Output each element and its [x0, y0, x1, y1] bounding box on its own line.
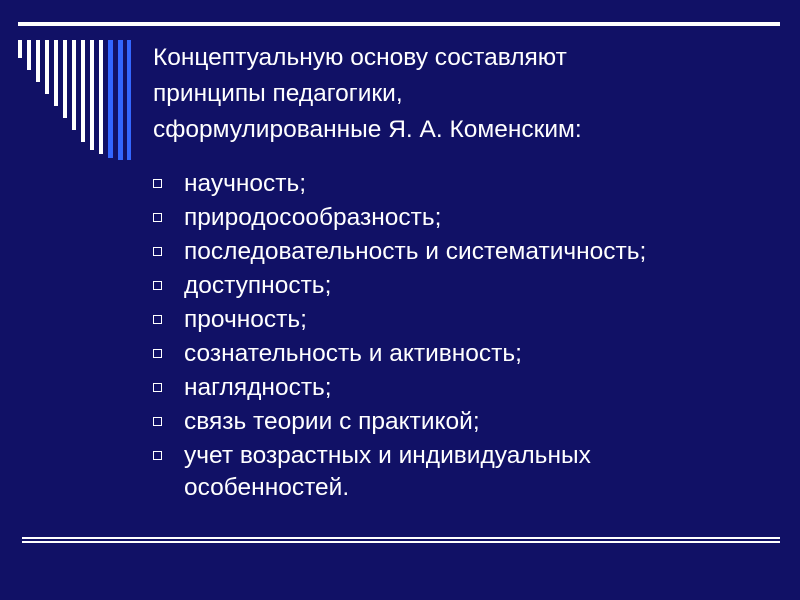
list-item-text: сознательность и активность; — [184, 340, 522, 367]
hollow-square-icon — [153, 451, 162, 460]
hollow-square-icon — [153, 247, 162, 256]
title-line: принципы педагогики, — [153, 80, 403, 107]
hollow-square-icon — [153, 179, 162, 188]
hollow-square-icon — [153, 213, 162, 222]
list-item — [150, 304, 760, 336]
list-item — [150, 270, 760, 302]
list-item-text: учет возрастных и индивидуальных особенностей. — [184, 442, 591, 501]
hollow-square-icon — [153, 383, 162, 392]
decorative-stripes — [0, 0, 140, 170]
list-item — [150, 372, 760, 404]
hollow-square-icon — [153, 417, 162, 426]
list-item — [150, 168, 760, 200]
title-line: Концептуальную основу составляют — [153, 44, 567, 71]
list-item — [150, 338, 760, 370]
title-line: сформулированные Я. А. Коменским: — [153, 116, 582, 143]
list-item — [150, 440, 760, 504]
list-item-text: последовательность и систематичность; — [184, 238, 647, 265]
list-item-text: связь теории с практикой; — [184, 408, 480, 435]
list-item-text: наглядность; — [184, 374, 332, 401]
hollow-square-icon — [153, 349, 162, 358]
list-item-text: доступность; — [184, 272, 332, 299]
list-item — [150, 202, 760, 234]
hollow-square-icon — [153, 281, 162, 290]
list-item-text: научность; — [184, 170, 307, 197]
list-item-text: прочность; — [184, 306, 307, 333]
slide-title — [153, 40, 773, 148]
bottom-rule — [22, 537, 780, 543]
list-item-text: природосообразность; — [184, 204, 442, 231]
list-item — [150, 236, 760, 268]
list-item — [150, 406, 760, 438]
principles-list — [150, 168, 760, 506]
hollow-square-icon — [153, 315, 162, 324]
